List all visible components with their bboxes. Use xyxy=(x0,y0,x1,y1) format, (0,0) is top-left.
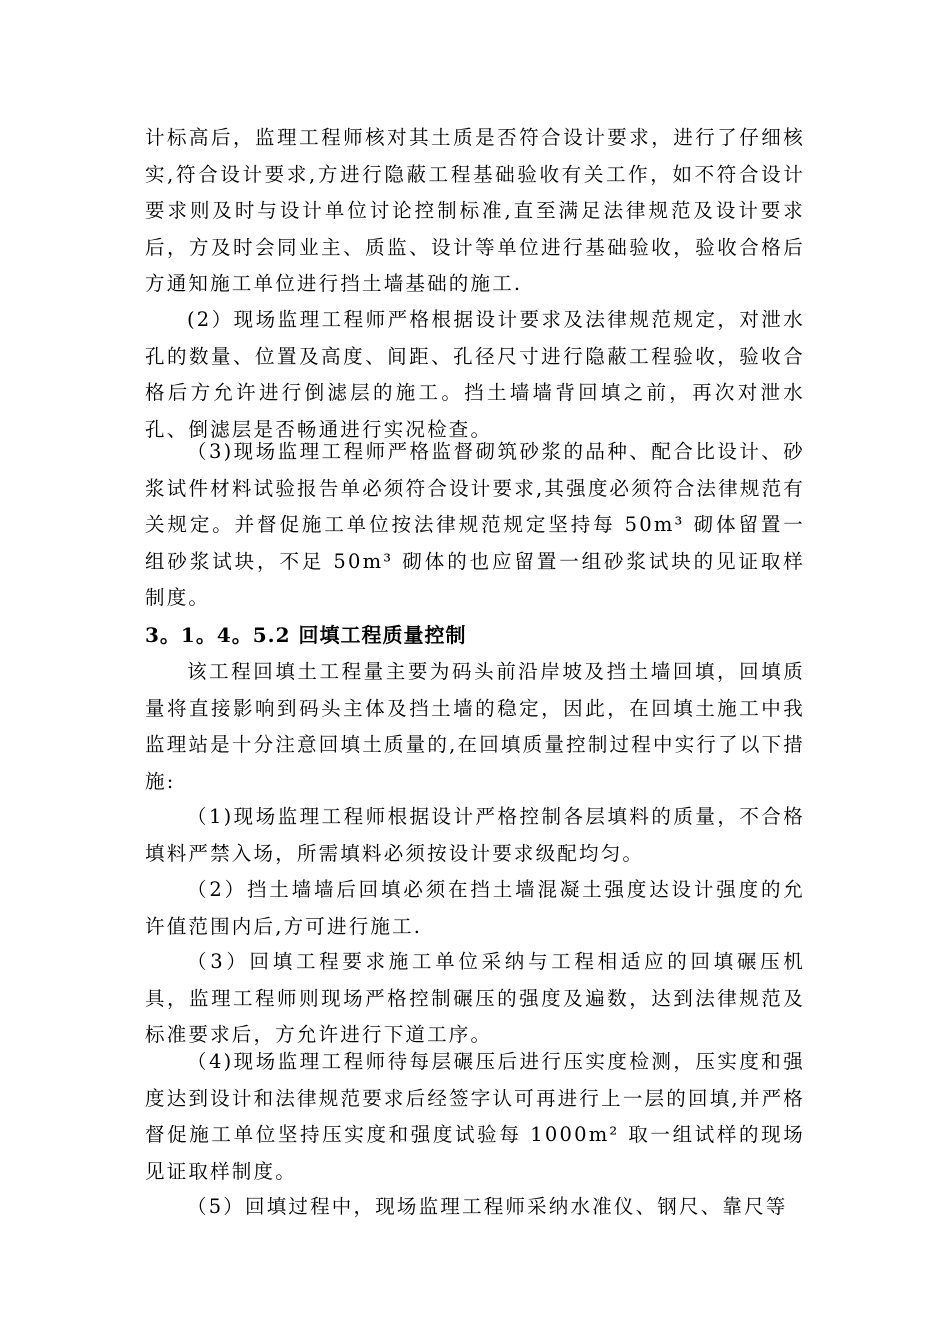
paragraph-measure-1: （1)现场监理工程师根据设计严格控制各层填料的质量，不合格填料严禁入场，所需填料必须按设计要求级配均匀。 xyxy=(145,805,805,865)
paragraph-measure-2: （2）挡土墙墙后回填必须在挡土墙混凝土强度达设计强度的允许值范围内后,方可进行施工. xyxy=(145,878,805,938)
paragraph-measure-3: （3）回填工程要求施工单位采纳与工程相适应的回填碾压机具，监理工程师则现场严格控制碾压的强度及遍数，达到法律规范及标准要求后，方允许进行下道工序。 xyxy=(145,950,805,1046)
section-heading: 3。1。4。5.2 回填工程质量控制 xyxy=(145,623,467,647)
paragraph-measure-5: （5）回填过程中，现场监理工程师采纳水准仪、钢尺、靠尺等 xyxy=(187,1195,788,1218)
paragraph-drain-holes: (2）现场监理工程师严格根据设计要求及法律规范规定，对泄水孔的数量、位置及高度、间距、孔径尺寸进行隐蔽工程验收，验收合格后方允许进行倒滤层的施工。挡土墙墙背回填之前，再次对泄水孔、倒滤层是否畅通进行实况检查。 xyxy=(145,308,805,441)
paragraph-measure-4: （4)现场监理工程师待每层碾压后进行压实度检测，压实度和强度达到设计和法律规范要求后经签字认可再进行上一层的回填,并严格督促施工单位坚持压实度和强度试验每 1000m² 取一组试样的现场见证取样制度。 xyxy=(145,1050,805,1183)
paragraph-foundation-check: 计标高后，监理工程师核对其土质是否符合设计要求，进行了仔细核实,符合设计要求,方进行隐蔽工程基础验收有关工作，如不符合设计要求则及时与设计单位讨论控制标准,直至满足法律规范及设计要求后，方及时会同业主、质监、设计等单位进行基础验收，验收合格后方通知施工单位进行挡土墙基础的施工. xyxy=(145,126,805,295)
paragraph-backfill-intro: 该工程回填土工程量主要为码头前沿岸坡及挡土墙回填，回填质量将直接影响到码头主体及挡土墙的稳定，因此，在回填土施工中我监理站是十分注意回填土质量的,在回填质量控制过程中实行了以下措施: xyxy=(145,660,805,793)
paragraph-mortar: （3)现场监理工程师严格监督砌筑砂浆的品种、配合比设计、砂浆试件材料试验报告单必须符合设计要求,其强度必须符合法律规范有关规定。并督促施工单位按法律规范规定坚持每 50m³ 砌体留置一组砂浆试块，不足 50m³ 砌体的也应留置一组砂浆试块的见证取样制度。 xyxy=(145,440,805,609)
